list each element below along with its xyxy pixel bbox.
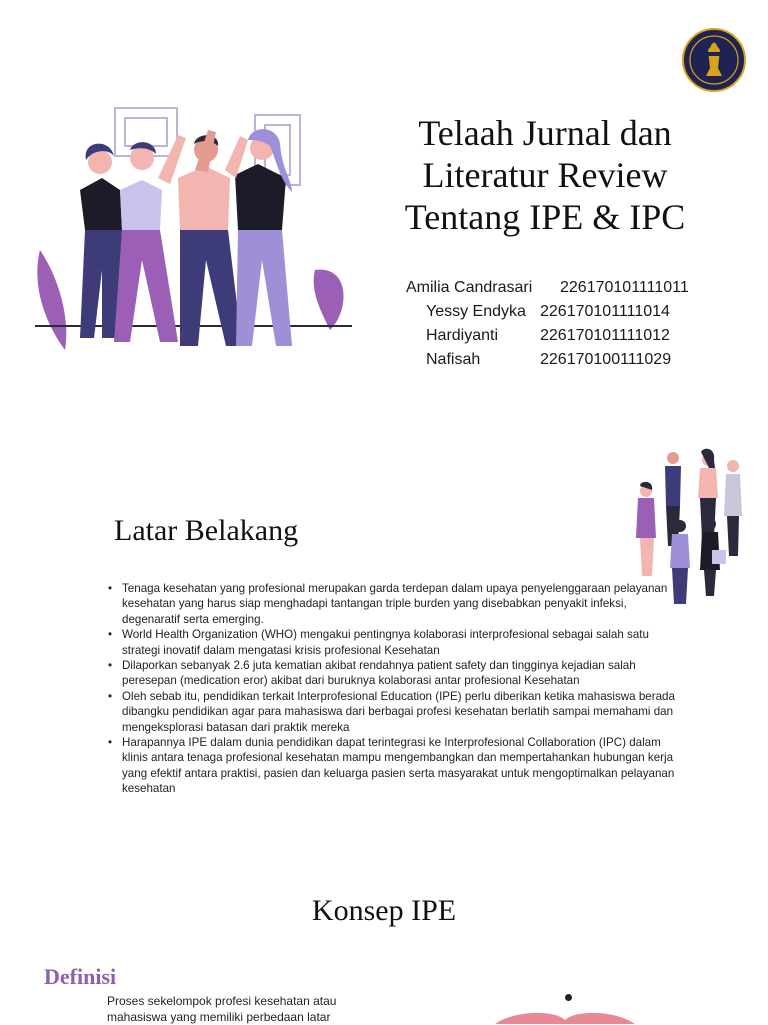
author-name: Amilia Candrasari bbox=[406, 279, 533, 296]
author-nim: 226170101111014 bbox=[540, 303, 670, 320]
slide-title: Telaah Jurnal dan Literatur Review Tentang IPE & IPC bbox=[404, 113, 686, 237]
concept-slide bbox=[0, 860, 768, 1024]
author-nim: 226170101111012 bbox=[540, 327, 670, 344]
people-high-five-illustration bbox=[30, 100, 360, 365]
section-heading: Latar Belakang bbox=[114, 514, 299, 547]
decorative-dot bbox=[565, 994, 572, 1001]
background-slide bbox=[0, 420, 768, 850]
author-nim: 226170100111029 bbox=[540, 351, 672, 368]
list-item: • World Health Organization (WHO) mengakui pentingnya kolaborasi interprofesional sebagai salah satu strategi inovatif dalam mengatasi krisis profesional Kesehatan bbox=[106, 627, 686, 658]
university-logo bbox=[682, 28, 746, 92]
title-slide bbox=[0, 0, 768, 400]
author-name: Yessy Endyka bbox=[426, 303, 526, 320]
author-name: Hardiyanti bbox=[426, 327, 499, 344]
list-item: • Tenaga kesehatan yang profesional merupakan garda terdepan dalam upaya penyelenggaraan pelayanan kesehatan yang harus siap menghadapi tantangan triple burden yang disebabkan penyakit infeksi, degenaratif serta emerging. bbox=[106, 581, 686, 627]
list-item: • Harapannya IPE dalam dunia pendidikan dapat terintegrasi ke Interprofesional Collaboration (IPC) dalam klinis antara tenaga profesional kesehatan mampu mengembangkan dan mempertahankan hubungan kerja yang efektif antara praktisi, pasien dan keluarga pasien serta masyarakat untuk mengoptimalkan pelayanan kesehatan bbox=[106, 735, 686, 797]
background-bullet-list bbox=[106, 581, 686, 797]
list-item: • Oleh sebab itu, pendidikan terkait Interprofesional Education (IPE) perlu diberikan ketika mahasiswa berada dibangku pendidikan agar para mahasiswa dari berbagai profesi kesehatan berlatih sampai memahami dan mengeksplorasi batasan dari praktik mereka bbox=[106, 689, 686, 735]
list-item: • Dilaporkan sebanyak 2.6 juta kematian akibat rendahnya patient safety dan tingginya kejadian salah peresepan (medication eror) akibat dari buruknya kolaborasi antar profesional Kesehatan bbox=[106, 658, 686, 689]
section-heading: Konsep IPE bbox=[311, 894, 457, 927]
definition-text: Proses sekelompok profesi kesehatan atau mahasiswa yang memiliki perbedaan latar bbox=[107, 994, 337, 1024]
decorative-shape bbox=[495, 1010, 635, 1024]
author-name: Nafisah bbox=[426, 351, 481, 368]
author-nim: 226170101111011 bbox=[560, 279, 689, 296]
definition-heading: Definisi bbox=[44, 964, 117, 989]
